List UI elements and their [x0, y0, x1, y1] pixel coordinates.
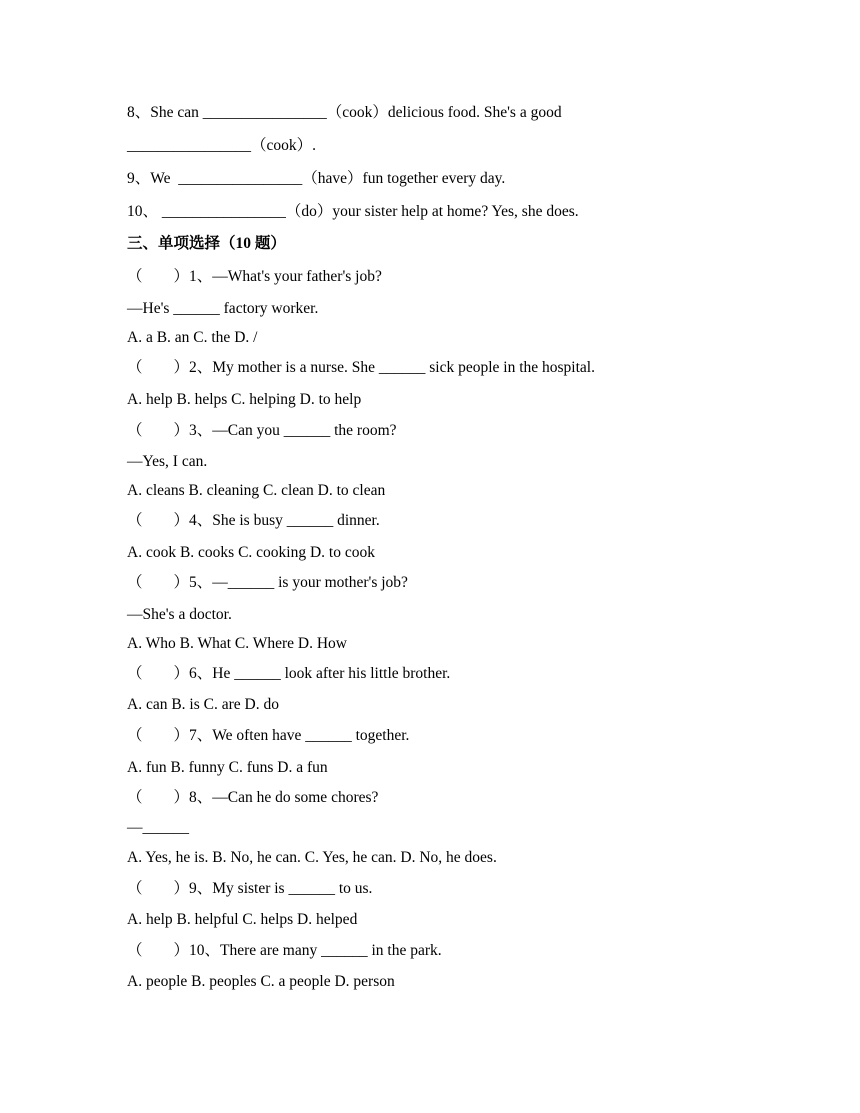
- mc-question-2-options: A. help B. helps C. helping D. to help: [127, 391, 362, 408]
- mc-question-5-stem: （ ）5、—______ is your mother's job?: [127, 574, 408, 591]
- question-10: 10、 ________________（do）your sister help at home? Yes, she does.: [127, 203, 579, 220]
- mc-question-1-options: A. a B. an C. the D. /: [127, 329, 258, 346]
- mc-question-4-stem: （ ）4、She is busy ______ dinner.: [127, 512, 380, 529]
- mc-question-4-options: A. cook B. cooks C. cooking D. to cook: [127, 544, 375, 561]
- question-8-line-1: 8、She can ________________（cook）delicious food. She's a good: [127, 104, 562, 121]
- section-heading: 三、单项选择（10 题）: [127, 235, 286, 252]
- mc-question-5-options: A. Who B. What C. Where D. How: [127, 635, 347, 652]
- mc-question-3-stem: （ ）3、—Can you ______ the room?: [127, 422, 397, 439]
- mc-question-9-options: A. help B. helpful C. helps D. helped: [127, 911, 358, 928]
- mc-question-8-options: A. Yes, he is. B. No, he can. C. Yes, he can. D. No, he does.: [127, 849, 497, 866]
- mc-question-9-stem: （ ）9、My sister is ______ to us.: [127, 880, 373, 897]
- mc-question-3-options: A. cleans B. cleaning C. clean D. to clean: [127, 482, 386, 499]
- mc-question-7-stem: （ ）7、We often have ______ together.: [127, 727, 410, 744]
- question-8-line-2: ________________（cook）.: [127, 137, 317, 154]
- mc-question-2-stem: （ ）2、My mother is a nurse. She ______ sick people in the hospital.: [127, 359, 595, 376]
- mc-question-6-options: A. can B. is C. are D. do: [127, 696, 279, 713]
- mc-question-10-stem: （ ）10、There are many ______ in the park.: [127, 942, 442, 959]
- mc-question-8-dialogue: —______: [127, 819, 189, 836]
- mc-question-5-dialogue: —She's a doctor.: [127, 606, 232, 623]
- mc-question-6-stem: （ ）6、He ______ look after his little brother.: [127, 665, 451, 682]
- question-9: 9、We ________________（have）fun together every day.: [127, 170, 506, 187]
- mc-question-1-dialogue: —He's ______ factory worker.: [127, 300, 319, 317]
- mc-question-10-options: A. people B. peoples C. a people D. person: [127, 973, 395, 990]
- mc-question-7-options: A. fun B. funny C. funs D. a fun: [127, 759, 328, 776]
- mc-question-1-stem: （ ）1、—What's your father's job?: [127, 268, 382, 285]
- mc-question-3-dialogue: —Yes, I can.: [127, 453, 208, 470]
- mc-question-8-stem: （ ）8、—Can he do some chores?: [127, 789, 379, 806]
